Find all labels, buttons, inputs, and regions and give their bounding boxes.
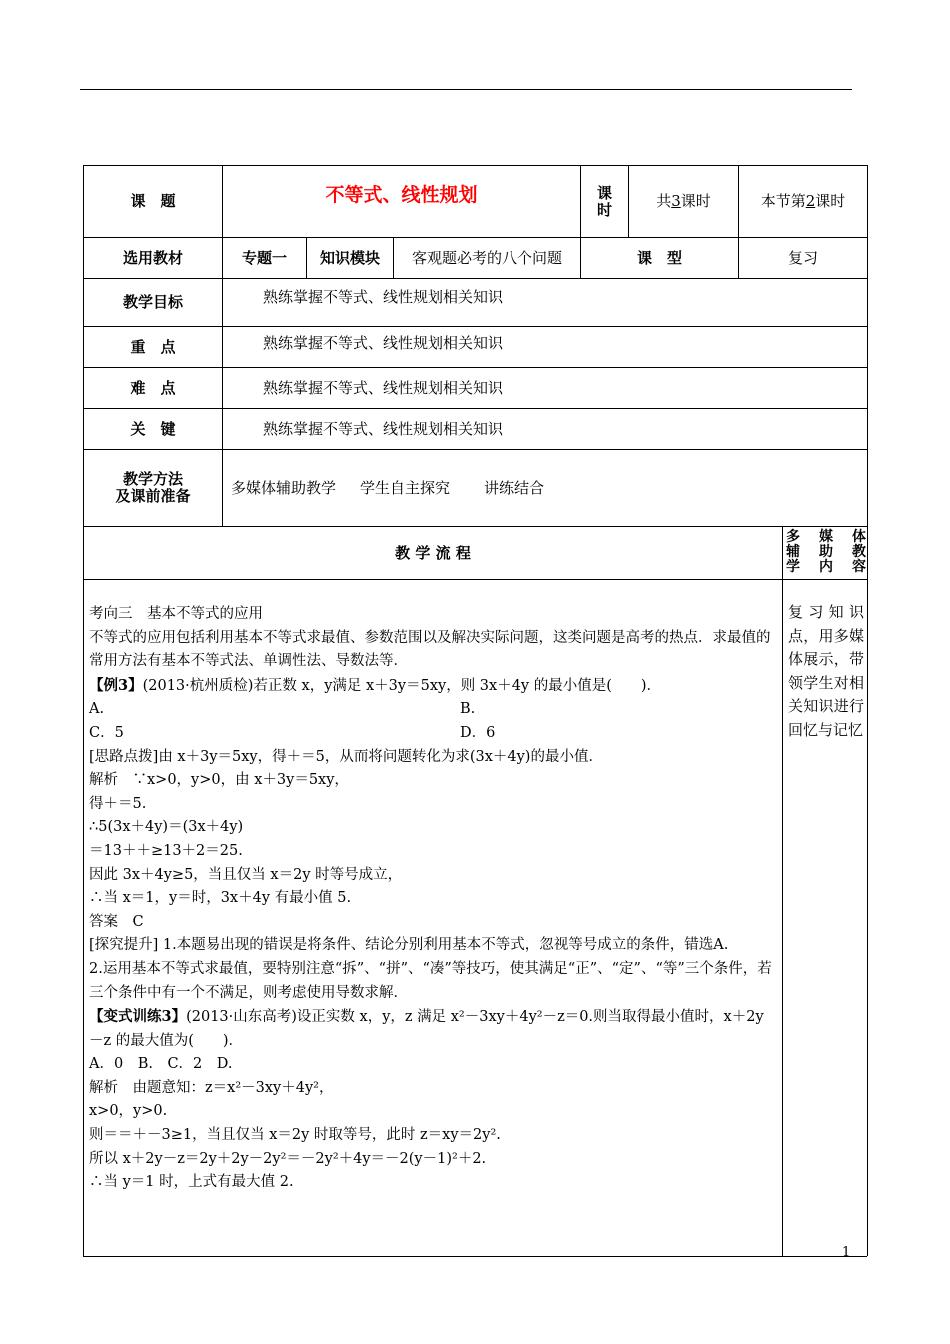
col-divider bbox=[782, 526, 783, 1256]
option-d: D．6 bbox=[460, 724, 496, 741]
method-label-line1: 教学方法 bbox=[122, 470, 183, 488]
key-point-text: 熟练掌握不等式、线性规划相关知识 bbox=[263, 333, 504, 352]
total-suffix: 课时 bbox=[680, 192, 711, 210]
media-header-line: 辅助教 bbox=[786, 544, 866, 560]
row-divider bbox=[83, 579, 867, 580]
current-prefix: 本节第 bbox=[760, 192, 806, 210]
media-header-line: 多媒体 bbox=[786, 529, 866, 545]
crux-text: 熟练掌握不等式、线性规划相关知识 bbox=[263, 419, 504, 438]
type-value: 复习 bbox=[787, 248, 818, 267]
solution-line: ＝13＋＋≥13＋2＝25. bbox=[89, 842, 243, 859]
hint-line: [思路点拨]由 x＋3y＝5xy，得＋＝5，从而将问题转化为求(3x＋4y)的最小值． bbox=[89, 748, 603, 765]
topic-label: 课 题 bbox=[130, 192, 176, 210]
options-row bbox=[89, 722, 777, 746]
material-label: 选用教材 bbox=[122, 248, 183, 267]
total-hours bbox=[629, 166, 738, 237]
type-label: 课 型 bbox=[636, 248, 682, 267]
media-header bbox=[786, 530, 866, 575]
options-row bbox=[89, 698, 777, 722]
solution-line: ∴当 x＝1，y＝时，3x＋4y 有最小值 5. bbox=[89, 890, 352, 907]
variant-solution-line: x>0，y>0. bbox=[89, 1103, 168, 1120]
total-value: 3 bbox=[671, 192, 681, 210]
variant-line bbox=[89, 1005, 777, 1053]
example-label: 【例3】 bbox=[89, 676, 143, 694]
material-value: 专题一 bbox=[241, 248, 287, 267]
method-items bbox=[231, 450, 861, 526]
example-line bbox=[89, 674, 777, 699]
total-prefix: 共 bbox=[656, 192, 672, 210]
table-border-bottom bbox=[83, 1256, 867, 1257]
hours-label: 课时 bbox=[596, 183, 612, 219]
objective-label: 教学目标 bbox=[122, 293, 183, 311]
variant-options: A．0 B. C．2 D. bbox=[89, 1056, 233, 1073]
difficulty-text: 熟练掌握不等式、线性规划相关知识 bbox=[263, 378, 504, 397]
solution-line: 解析 ∵x>0，y>0，由 x＋3y＝5xy， bbox=[89, 772, 349, 789]
flow-content bbox=[89, 603, 777, 1195]
objective-text: 熟练掌握不等式、线性规划相关知识 bbox=[263, 287, 504, 306]
page-number: 1 bbox=[842, 1245, 851, 1260]
method-item: 讲练结合 bbox=[484, 478, 545, 497]
intro-paragraph: 不等式的应用包括利用基本不等式求最值、参数范围以及解决实际问题，这类问题是高考的热点．求最值的常用方法有基本不等式法、单调性法、导数法等． bbox=[89, 629, 771, 670]
option-b: B. bbox=[460, 701, 476, 718]
variant-text: (2013·山东高考)设正实数 x，y，z 满足 x²－3xy＋4y²－z＝0.则当取得最小值时，x＋2y－z 的最大值为( )． bbox=[89, 1009, 764, 1049]
method-item: 学生自主探究 bbox=[360, 478, 451, 497]
solution-line: 因此 3x＋4y≥5，当且仅当 x＝2y 时等号成立， bbox=[89, 866, 403, 883]
current-value: 2 bbox=[805, 192, 816, 210]
insight-paragraph: 2.运用基本不等式求最值，要特别注意“拆”、“拼”、“凑”等技巧，使其满足“正”、“定”、“等”三个条件，若三个条件中有一个不满足，则考虑使用导数求解． bbox=[89, 960, 772, 1001]
method-label-line2: 及课前准备 bbox=[115, 487, 191, 505]
variant-solution-line: 所以 x＋2y－z＝2y＋2y－2y²＝－2y²＋4y＝－2(y－1)²＋2. bbox=[89, 1150, 487, 1167]
variant-label: 【变式训练3】 bbox=[89, 1008, 187, 1026]
table-border-right bbox=[867, 165, 868, 1256]
module-value: 客观题必考的八个问题 bbox=[411, 248, 562, 267]
current-hour bbox=[739, 166, 867, 237]
current-suffix: 课时 bbox=[815, 192, 846, 210]
variant-solution-line: 则＝＝＋－3≥1，当且仅当 x＝2y 时取等号，此时 z＝xy＝2y². bbox=[89, 1127, 501, 1144]
difficulty-label: 难 点 bbox=[130, 378, 176, 397]
flow-title: 教 学 流 程 bbox=[395, 543, 471, 562]
answer-line: 答案 C bbox=[89, 913, 144, 930]
method-label bbox=[84, 450, 222, 526]
media-notes: 复习知识点，用多媒体展示，带领学生对相关知识进行回忆与记忆 bbox=[788, 603, 864, 739]
header-rule bbox=[80, 89, 852, 90]
crux-label: 关 键 bbox=[130, 419, 176, 438]
option-a: A. bbox=[89, 701, 105, 718]
example-text: (2013·杭州质检)若正数 x，y满足 x＋3y＝5xy，则 3x＋4y 的最小值是( )． bbox=[142, 677, 662, 694]
media-header-line: 学内容 bbox=[786, 559, 866, 575]
solution-line: ∴5(3x＋4y)＝(3x＋4y) bbox=[89, 819, 244, 836]
key-point-label: 重 点 bbox=[130, 337, 176, 356]
insight-paragraph: [探究提升] 1.本题易出现的错误是将条件、结论分别利用基本不等式，忽视等号成立的条件，错选A. bbox=[89, 937, 729, 954]
variant-solution-line: 解析 由题意知：z＝x²－3xy＋4y²， bbox=[89, 1079, 334, 1096]
section-heading: 考向三 基本不等式的应用 bbox=[89, 606, 263, 622]
solution-line: 得＋＝5. bbox=[89, 795, 147, 812]
option-c: C．5 bbox=[89, 724, 124, 741]
module-label: 知识模块 bbox=[319, 248, 380, 267]
variant-solution-line: ∴当 y＝1 时，上式有最大值 2. bbox=[89, 1174, 294, 1191]
method-item: 多媒体辅助教学 bbox=[231, 478, 337, 497]
lesson-title: 不等式、线性规划 bbox=[325, 183, 478, 206]
